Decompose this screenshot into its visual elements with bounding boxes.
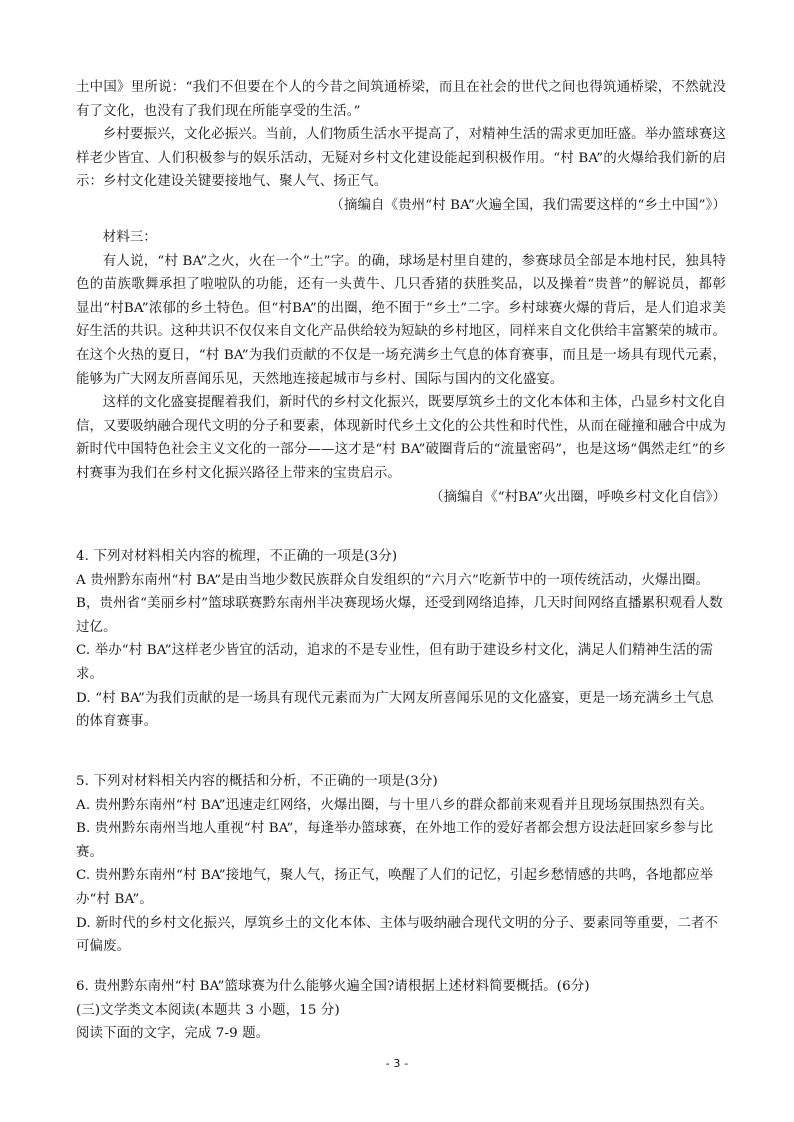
material-3-paragraph-2: 这样的文化盛宴提醒着我们，新时代的乡村文化振兴，既要厚筑乡土的文化本体和主体，凸显乡村文化自信，又要吸纳融合现代文明的分子和要素，体现新时代乡土文化的公共性和时代性，从而在碰撞和融合中成为新时代中国特色社会主义文化的一部分——这才是“村 BA”破圈背后的“流量密码”，也是这场“偶然走红”的乡村赛事为我们在乡村文化振兴路径上带来的宝贵启示。 [76,395,726,481]
question-4 [76,545,726,734]
question-4-option-d: D. “村 BA”为我们贡献的是一场具有现代元素而为广大网友所喜闻乐见的文化盛宴，更是一场充满乡土气息的体育赛事。 [76,690,714,730]
question-5 [76,770,726,959]
question-6-and-section-3 [76,975,726,1046]
question-4-stem: 4. 下列对材料相关内容的梳理，不正确的一项是(3分) [76,549,398,564]
material-2-paragraph-1: 土中国》里所说：“我们不但要在个人的今昔之间筑通桥梁，而且在社会的世代之间也得筑通桥梁，不然就没有了文化，也没有了我们现在所能享受的生活。” [76,80,726,119]
question-5-stem: 5. 下列对材料相关内容的概括和分析，不正确的一项是(3分) [76,774,438,789]
material-3-heading: 材料三： [102,230,157,245]
material-2-source: （摘编自《贵州“村 BA”火遍全国，我们需要这样的“乡土中国”》） [330,197,726,213]
question-5-option-d: D. 新时代的乡村文化振兴，厚筑乡土的文化本体、主体与吸纳融合现代文明的分子、要素同等重要，二者不可偏废。 [76,915,719,955]
section-3-heading: (三)文学类文本阅读(本题共 3 小题，15 分) [76,1002,340,1018]
question-4-option-a: A 贵州黔东南州“村 BA”是由当地少数民族群众自发组织的“六月六”吃新节中的一项传统活动，火爆出圈。 [76,572,710,588]
question-5-option-a: A. 贵州黔东南州“村 BA”迅速走红网络，火爆出圈，与十里八乡的群众都前来观看并且现场氛围热烈有关。 [76,797,714,813]
material-2-continued [76,76,726,218]
material-3-paragraph-1: 有人说，“村 BA”之火，火在一个“土”字。的确，球场是村里自建的，参赛球员全部是本地村民，独具特色的苗族歌舞承担了啦啦队的功能，还有一头黄牛、几只香猪的获胜奖品，以及操着“贵普”的解说员，都彰显出“村BA”浓郁的乡土特色。但“村BA”的出圈，绝不囿于“乡土”二字。乡村球赛火爆的背后，是人们追求美好生活的共识。这种共识不仅仅来自文化产品供给较为短缺的乡村地区，同样来自文化供给丰富繁荣的城市。在这个火热的夏日，“村 BA”为我们贡献的不仅是一场充满乡土气息的体育赛事，而且是一场具有现代元素，能够为广大网友所喜闻乐见，天然地连接起城市与乡村、国际与国内的文化盛宴。 [76,253,726,387]
question-5-option-b: B. 贵州黔东南州当地人重视“村 BA”，每逢举办篮球赛，在外地工作的爱好者都会想方设法赶回家乡参与比赛。 [76,821,714,860]
page-number: - 3 - [385,1057,409,1070]
question-5-option-c: C. 贵州黔东南州“村 BA”接地气，聚人气，扬正气，唤醒了人们的记忆，引起乡愁情感的共鸣，各地都应举办“村 BA”。 [76,868,714,907]
material-2-paragraph-2: 乡村要振兴，文化必振兴。当前，人们物质生活水平提高了，对精神生活的需求更加旺盛。举办篮球赛这样老少皆宜、人们积极参与的娱乐活动，无疑对乡村文化建设能起到积极作用。“村 BA”的火爆给我们新的启示：乡村文化建设关键要接地气、聚人气、扬正气。 [76,127,726,190]
question-6-stem: 6. 贵州黔东南州“村 BA”篮球赛为什么能够火遍全国?请根据上述材料简要概括。(6分) [76,979,590,994]
material-3 [76,226,726,509]
material-3-source: （摘编自《“村BA”火出圈，呼唤乡村文化自信》） [430,489,726,505]
question-4-option-b: B，贵州省“美丽乡村”篮球联赛黔东南州半决赛现场火爆，还受到网络追捧，几天时间网络直播累积观看人数过亿。 [76,596,723,635]
question-4-option-c: C. 举办“村 BA”这样老少皆宜的活动，追求的不是专业性，但有助于建设乡村文化，满足人们精神生活的需求。 [76,643,714,682]
section-3-instruction: 阅读下面的文字，完成 7-9 题。 [76,1026,270,1042]
